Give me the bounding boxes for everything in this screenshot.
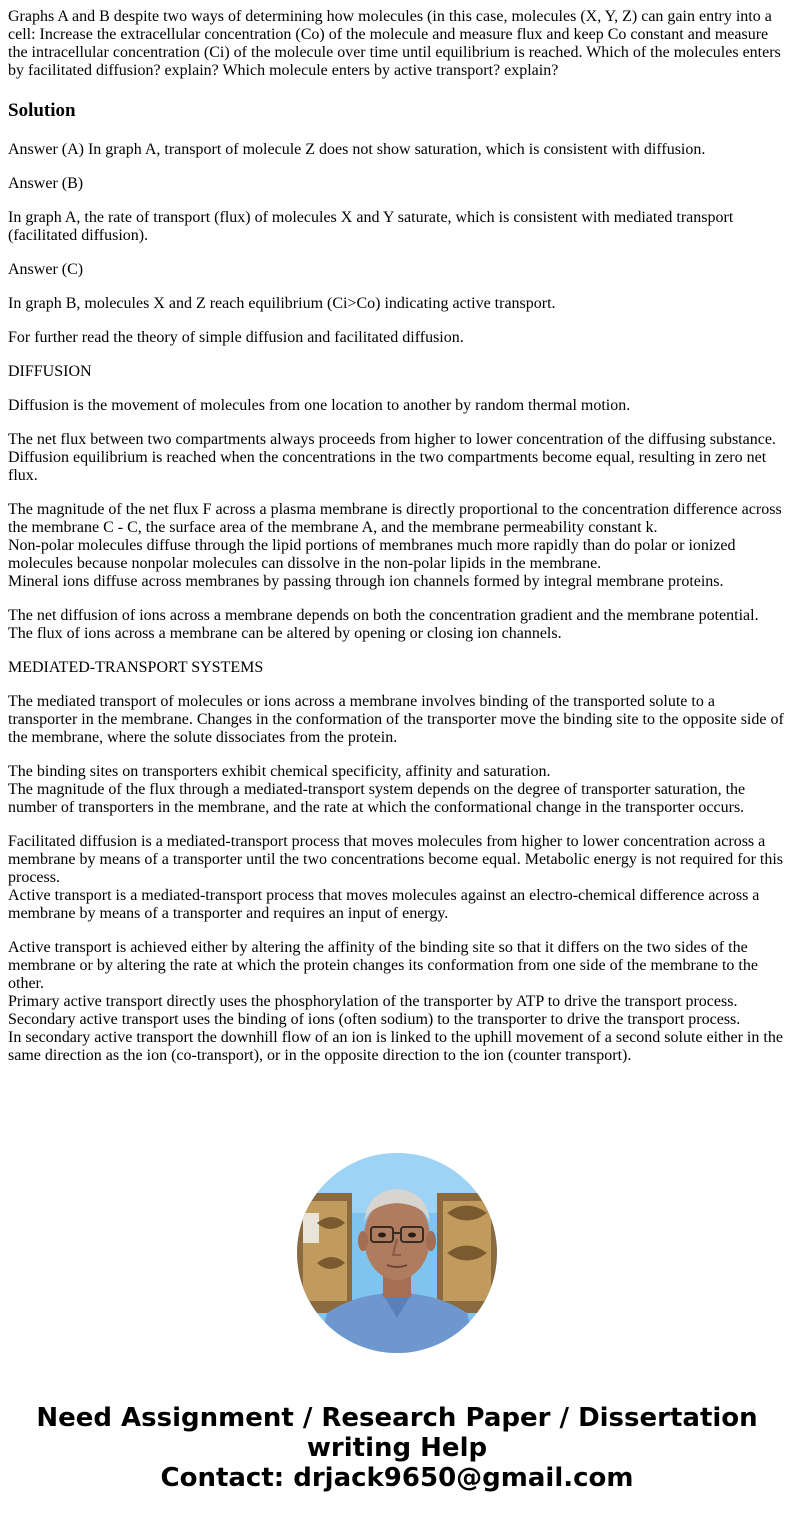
paragraph-line: In secondary active transport the downhill flow of an ion is linked to the uphill movement of a second solute either in the same direction as the ion (co-transport), or in the opposite direction to the ion (counter transport). [8,1029,783,1064]
paragraph [8,833,786,923]
paragraph-line: Facilitated diffusion is a mediated-transport process that moves molecules from higher to lower concentration across a membrane by means of a transporter until the two concentrations become equal. Metabolic energy is not required for this process. [8,833,784,886]
paragraph-line: MEDIATED-TRANSPORT SYSTEMS [8,659,264,676]
paragraph-line: The flux of ions across a membrane can be altered by opening or closing ion channels. [8,625,562,642]
paragraph-line: The magnitude of the flux through a mediated-transport system depends on the degree of transporter saturation, the number of transporters in the membrane, and the rate at which the conformational change in the transporter occurs. [8,781,746,816]
paragraph-line: Active transport is achieved either by altering the affinity of the binding site so that it differs on the two sides of the membrane or by altering the rate at which the protein changes its conformation from one side of the membrane to the other. [8,939,758,992]
promo-contact: Contact: drjack9650@gmail.com [160,1463,634,1493]
paragraph-line: Non-polar molecules diffuse through the lipid portions of membranes much more rapidly than do polar or ionized molecules because nonpolar molecules can dissolve in the non-polar lipids in the membrane. [8,537,736,572]
paragraph [8,295,786,313]
paragraph-line: The binding sites on transporters exhibit chemical specificity, affinity and saturation. [8,763,551,780]
paragraph [8,501,786,591]
section-heading-diffusion [8,363,786,381]
paragraph-line: DIFFUSION [8,363,92,380]
paragraph-line: Diffusion is the movement of molecules from one location to another by random thermal motion. [8,397,631,414]
paragraph-line: The net diffusion of ions across a membrane depends on both the concentration gradient and the membrane potential. [8,607,759,624]
promo-line-1: Need Assignment / Research Paper / Dissertation [36,1403,758,1433]
paragraph-line: Answer (C) [8,261,84,278]
paragraph-line: Mineral ions diffuse across membranes by passing through ion channels formed by integral membrane proteins. [8,573,724,590]
paragraph-line: Active transport is a mediated-transport process that moves molecules against an electro-chemical difference across a membrane by means of a transporter and requires an input of energy. [8,887,760,922]
paragraph-line: The mediated transport of molecules or ions across a membrane involves binding of the transported solute to a transporter in the membrane. Changes in the conformation of the transporter move the binding site to the opposite side of the membrane, where the solute dissociates from the protein. [8,693,784,746]
paragraph [8,397,786,415]
question-text: Graphs A and B despite two ways of determining how molecules (in this case, molecules (X, Y, Z) can gain entry into a cell: Increase the extracellular concentration (Co) of the molecule and measure flux and keep Co constant and measure the intracellular concentration (Ci) of the molecule over time until equilibrium is reached. Which of the molecules enters by facilitated diffusion? explain? Which molecule enters by active transport? explain? [8,8,781,79]
promo-line-2: writing Help [306,1433,488,1463]
paragraph [8,763,786,817]
paragraph [8,209,786,245]
paragraph [8,431,786,485]
paragraph [8,693,786,747]
paragraph [8,329,786,347]
solution-heading: Solution [8,100,76,121]
author-avatar [297,1153,497,1353]
promo-banner [0,1403,794,1493]
paragraph-line: Secondary active transport uses the binding of ions (often sodium) to the transporter to drive the transport process. [8,1011,741,1028]
paragraph-line: In graph B, molecules X and Z reach equilibrium (Ci>Co) indicating active transport. [8,295,556,312]
paragraph [8,261,786,279]
section-heading-mediated-transport [8,659,786,677]
paragraph [8,141,786,159]
document-body [8,8,786,1081]
paragraph-line: Answer (B) [8,175,84,192]
paragraph [8,175,786,193]
paragraph-line: For further read the theory of simple diffusion and facilitated diffusion. [8,329,464,346]
paragraph-line: The magnitude of the net flux F across a plasma membrane is directly proportional to the concentration difference across the membrane C - C, the surface area of the membrane A, and the membrane permeability constant k. [8,501,782,536]
paragraph [8,939,786,1065]
paragraph-line: Answer (A) In graph A, transport of molecule Z does not show saturation, which is consistent with diffusion. [8,141,706,158]
paragraph [8,607,786,643]
author-portrait-image [297,1153,497,1353]
paragraph-line: In graph A, the rate of transport (flux) of molecules X and Y saturate, which is consistent with mediated transport (facilitated diffusion). [8,209,734,244]
paragraph-line: The net flux between two compartments always proceeds from higher to lower concentration of the diffusing substance. Diffusion equilibrium is reached when the concentrations in the two compartments become equal, resulting in zero net flux. [8,431,776,484]
paragraph-line: Primary active transport directly uses the phosphorylation of the transporter by ATP to drive the transport process. [8,993,738,1010]
